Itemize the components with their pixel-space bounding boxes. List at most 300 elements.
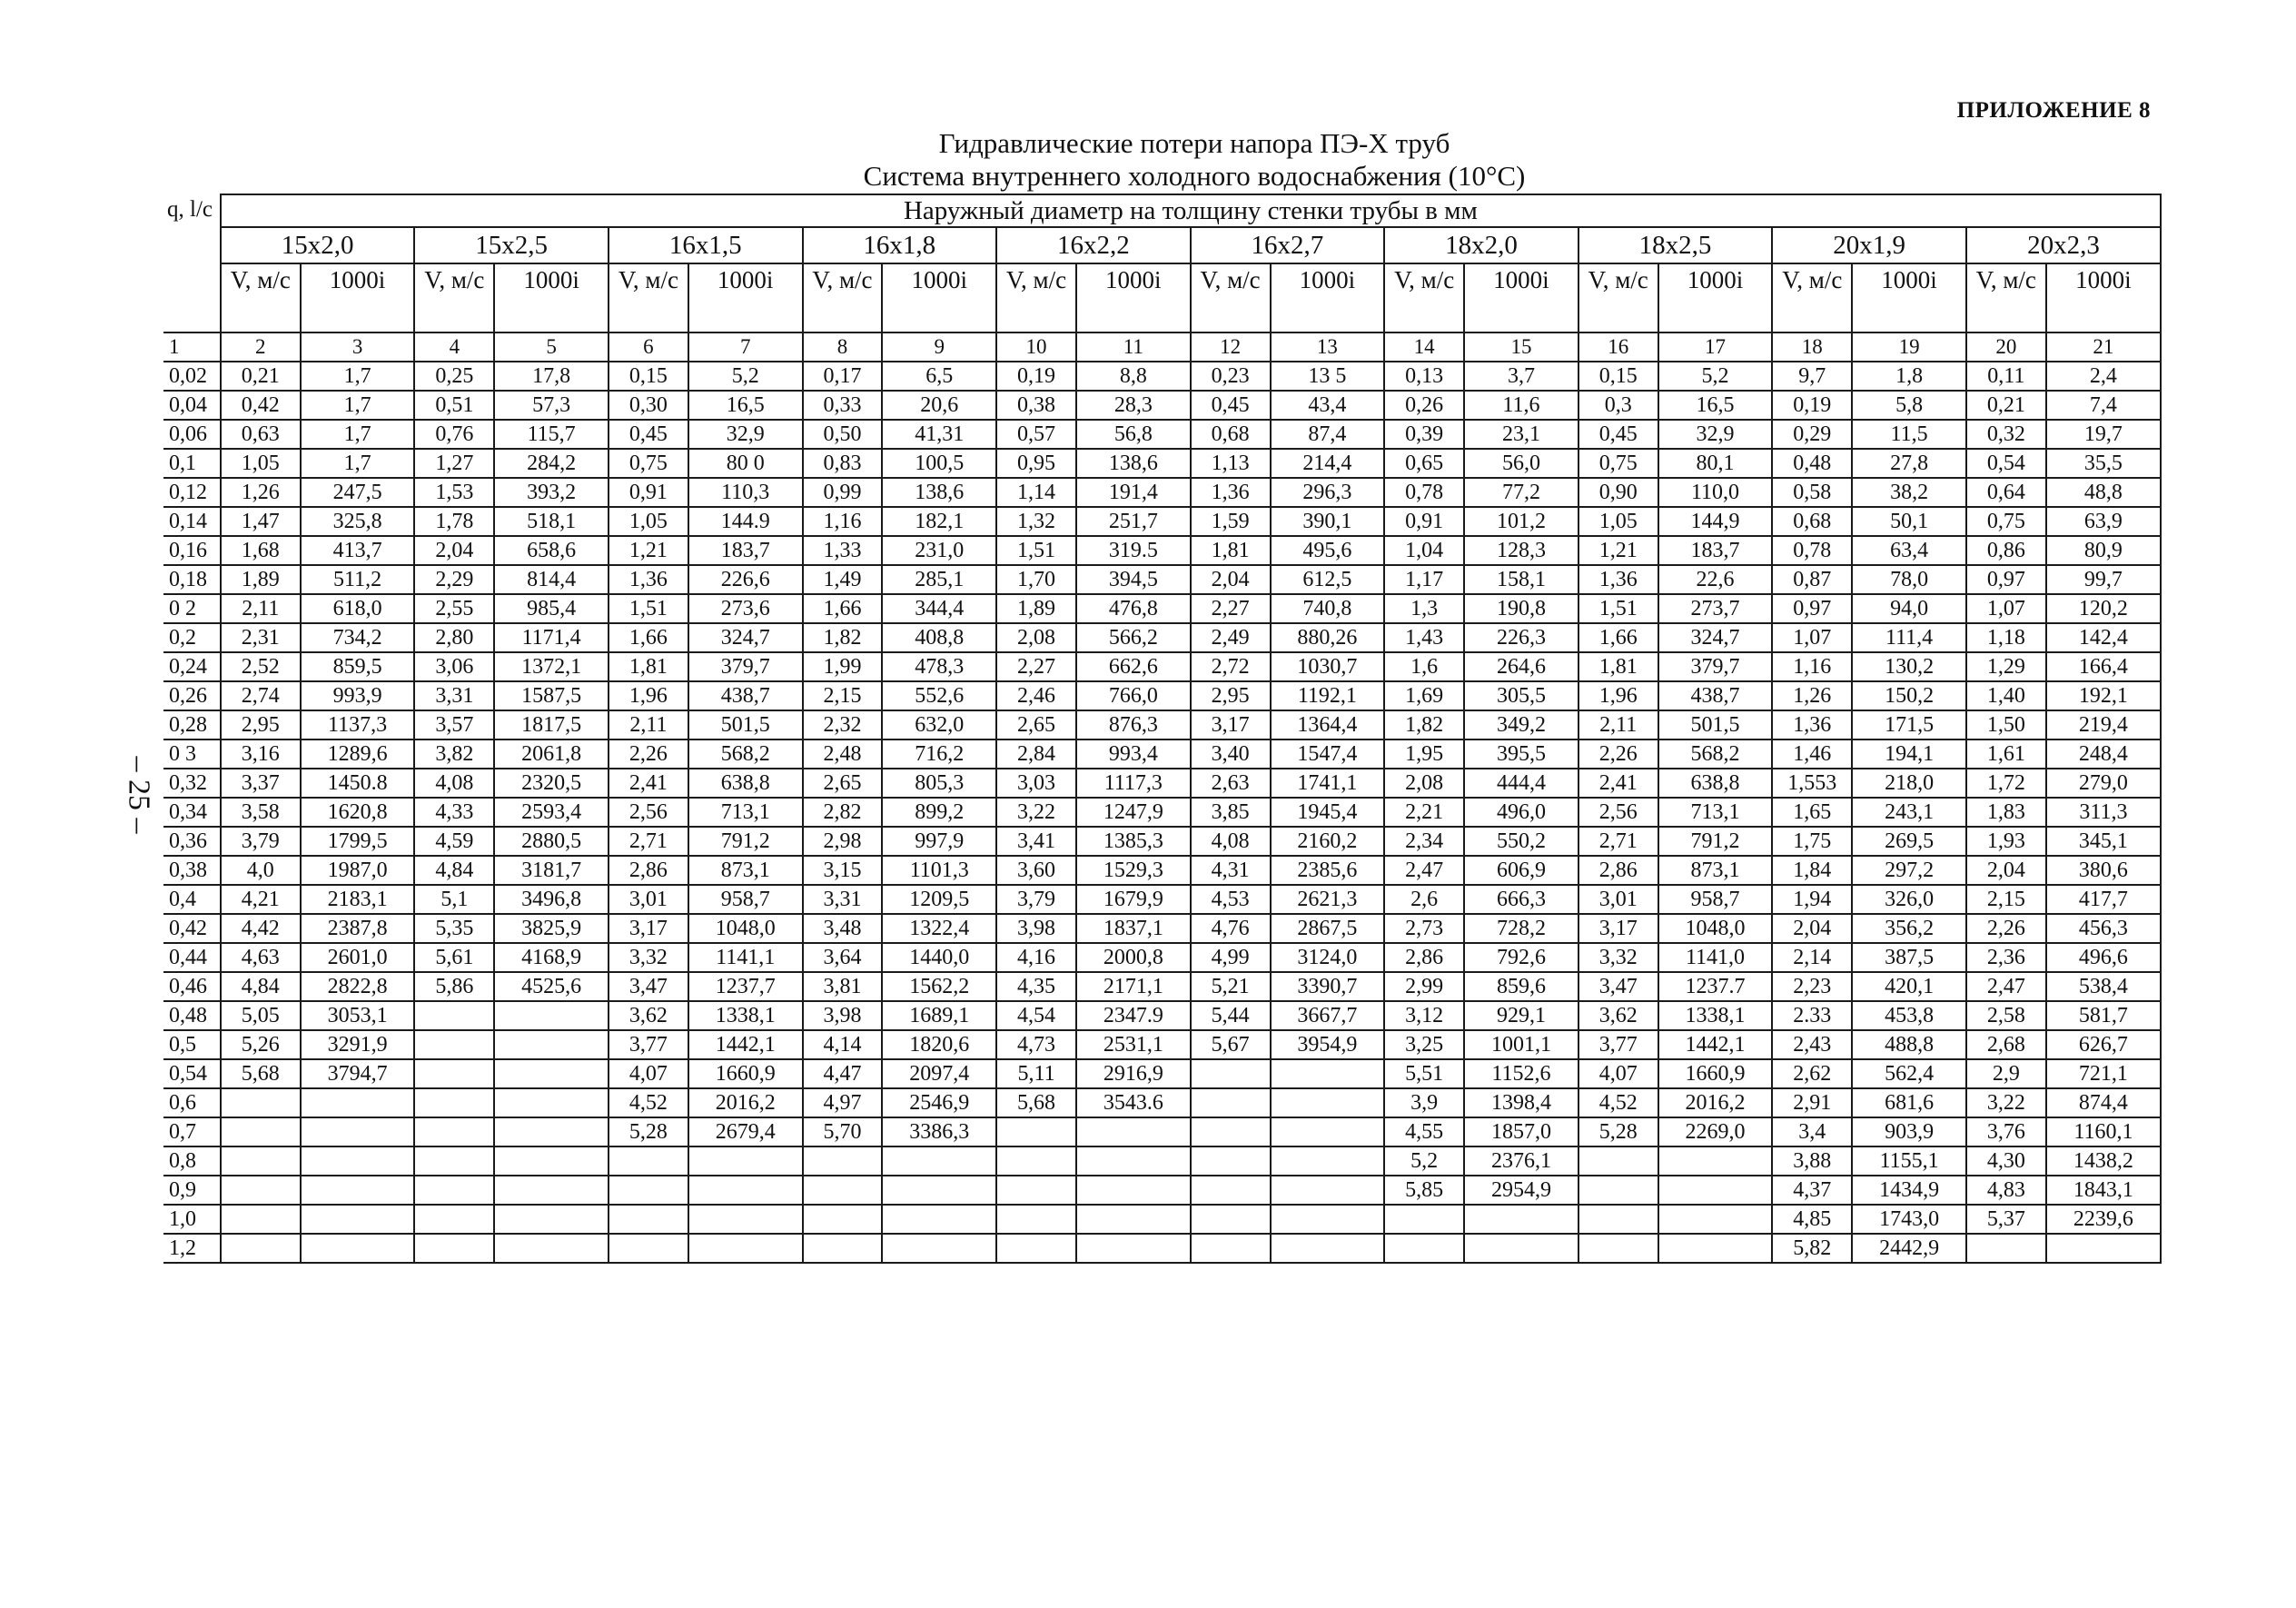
velocity-cell: 3,98	[996, 914, 1076, 943]
velocity-cell: 2,43	[1772, 1030, 1852, 1059]
velocity-cell: 3,9	[1384, 1088, 1464, 1117]
velocity-cell: 2,48	[803, 739, 883, 769]
head-loss-cell: 243,1	[1852, 798, 1966, 827]
velocity-cell	[1578, 1176, 1658, 1205]
head-loss-cell: 740,8	[1271, 594, 1385, 623]
velocity-cell	[996, 1146, 1076, 1176]
velocity-cell	[609, 1176, 688, 1205]
head-loss-cell: 1,7	[301, 449, 415, 478]
velocity-cell	[1578, 1205, 1658, 1234]
velocity-cell: 4,42	[221, 914, 301, 943]
velocity-cell: 0,15	[609, 362, 688, 391]
velocity-cell	[414, 1234, 494, 1263]
head-loss-cell: 128,3	[1464, 536, 1578, 565]
velocity-cell: 2,65	[996, 710, 1076, 739]
velocity-cell: 4,37	[1772, 1176, 1852, 1205]
velocity-cell: 4,14	[803, 1030, 883, 1059]
velocity-cell: 1,51	[609, 594, 688, 623]
velocity-cell: 2,31	[221, 623, 301, 652]
head-loss-cell: 3543.6	[1076, 1088, 1191, 1117]
velocity-cell: 2,6	[1384, 885, 1464, 914]
table-row	[163, 1059, 2161, 1088]
velocity-cell: 1,93	[1966, 827, 2046, 856]
head-loss-cell: 194,1	[1852, 739, 1966, 769]
velocity-cell: 5,86	[414, 972, 494, 1001]
flow-rate-cell: 0,4	[163, 885, 221, 914]
velocity-cell: 1,33	[803, 536, 883, 565]
flow-rate-cell: 0,2	[163, 623, 221, 652]
head-loss-cell: 1843,1	[2046, 1176, 2161, 1205]
velocity-cell: 4,53	[1191, 885, 1271, 914]
head-loss-cell: 231,0	[882, 536, 996, 565]
velocity-cell: 4,21	[221, 885, 301, 914]
velocity-cell: 2,15	[1966, 885, 2046, 914]
column-number: 6	[609, 333, 688, 362]
table-row	[163, 536, 2161, 565]
velocity-cell: 0,58	[1772, 478, 1852, 507]
velocity-cell: 5,51	[1384, 1059, 1464, 1088]
head-loss-cell	[301, 1146, 415, 1176]
head-loss-cell: 859,6	[1464, 972, 1578, 1001]
velocity-cell: 2,99	[1384, 972, 1464, 1001]
velocity-cell: 1,95	[1384, 739, 1464, 769]
table-row	[163, 1001, 2161, 1030]
velocity-cell: 1,96	[1578, 681, 1658, 710]
head-loss-cell: 296,3	[1271, 478, 1385, 507]
head-loss-cell: 41,31	[882, 420, 996, 449]
head-loss-cell: 130,2	[1852, 652, 1966, 681]
head-loss-cell: 101,2	[1464, 507, 1578, 536]
velocity-cell: 1,50	[1966, 710, 2046, 739]
head-loss-cell: 166,4	[2046, 652, 2161, 681]
velocity-cell: 1,32	[996, 507, 1076, 536]
velocity-cell: 1,66	[1578, 623, 1658, 652]
diameter-header: 16x2,7	[1191, 227, 1385, 263]
velocity-cell	[803, 1146, 883, 1176]
head-loss-cell: 110,3	[688, 478, 803, 507]
velocity-cell: 0,76	[414, 420, 494, 449]
head-loss-cell: 226,6	[688, 565, 803, 594]
velocity-cell	[1191, 1059, 1271, 1088]
velocity-cell: 0,91	[1384, 507, 1464, 536]
velocity-cell: 1,89	[221, 565, 301, 594]
velocity-cell	[414, 1176, 494, 1205]
velocity-cell: 0,39	[1384, 420, 1464, 449]
head-loss-cell: 279,0	[2046, 769, 2161, 798]
head-loss-cell: 2546,9	[882, 1088, 996, 1117]
head-loss-cell: 2954,9	[1464, 1176, 1578, 1205]
head-loss-cell: 1160,1	[2046, 1117, 2161, 1146]
velocity-cell: 5,28	[609, 1117, 688, 1146]
head-loss-cell: 453,8	[1852, 1001, 1966, 1030]
head-loss-cell: 395,5	[1464, 739, 1578, 769]
head-loss-cell: 413,7	[301, 536, 415, 565]
velocity-cell: 1,81	[1191, 536, 1271, 565]
head-loss-cell	[1076, 1117, 1191, 1146]
head-loss-cell: 1442,1	[688, 1030, 803, 1059]
velocity-cell: 1,47	[221, 507, 301, 536]
velocity-cell: 1,36	[609, 565, 688, 594]
velocity-cell: 5,2	[1384, 1146, 1464, 1176]
velocity-cell: 2,04	[1191, 565, 1271, 594]
velocity-cell: 1,3	[1384, 594, 1464, 623]
table-row	[163, 565, 2161, 594]
velocity-cell: 3,32	[1578, 943, 1658, 972]
head-loss-cell: 1820,6	[882, 1030, 996, 1059]
head-loss-cell: 873,1	[688, 856, 803, 885]
head-loss-cell: 438,7	[1658, 681, 1773, 710]
head-loss-cell: 32,9	[1658, 420, 1773, 449]
head-loss-cell: 115,7	[494, 420, 609, 449]
head-loss-cell: 3386,3	[882, 1117, 996, 1146]
velocity-cell: 1,26	[221, 478, 301, 507]
velocity-cell	[996, 1117, 1076, 1146]
velocity-cell: 1,53	[414, 478, 494, 507]
velocity-cell: 1,70	[996, 565, 1076, 594]
head-loss-cell: 993,9	[301, 681, 415, 710]
head-loss-cell	[1076, 1176, 1191, 1205]
flow-rate-cell: 0,02	[163, 362, 221, 391]
velocity-cell: 5,37	[1966, 1205, 2046, 1234]
column-number: 15	[1464, 333, 1578, 362]
velocity-cell: 0,30	[609, 391, 688, 420]
table-title: Гидравлические потери напора ПЭ-Х труб	[938, 127, 1450, 159]
head-loss-cell: 568,2	[688, 739, 803, 769]
head-loss-cell	[1076, 1234, 1191, 1263]
head-loss-cell: 16,5	[1658, 391, 1773, 420]
velocity-cell: 1,65	[1772, 798, 1852, 827]
head-loss-cell: 501,5	[688, 710, 803, 739]
head-loss-cell: 681,6	[1852, 1088, 1966, 1117]
table-row	[163, 1146, 2161, 1176]
velocity-cell: 0,33	[803, 391, 883, 420]
table-row	[163, 1117, 2161, 1146]
velocity-cell: 4,54	[996, 1001, 1076, 1030]
head-loss-cell: 1137,3	[301, 710, 415, 739]
velocity-cell: 2,86	[1384, 943, 1464, 972]
velocity-cell: 3,60	[996, 856, 1076, 885]
velocity-cell: 4,52	[609, 1088, 688, 1117]
velocity-cell: 3,41	[996, 827, 1076, 856]
velocity-cell: 0,42	[221, 391, 301, 420]
flow-rate-cell: 0,18	[163, 565, 221, 594]
head-loss-cell: 1117,3	[1076, 769, 1191, 798]
table-row	[163, 710, 2161, 739]
velocity-cell: 5,35	[414, 914, 494, 943]
velocity-cell: 0,11	[1966, 362, 2046, 391]
velocity-cell: 2,84	[996, 739, 1076, 769]
flow-rate-cell: 0,32	[163, 769, 221, 798]
velocity-cell: 0,15	[1578, 362, 1658, 391]
velocity-cell: 2,72	[1191, 652, 1271, 681]
velocity-cell: 5,44	[1191, 1001, 1271, 1030]
head-loss-cell: 35,5	[2046, 449, 2161, 478]
head-loss-cell: 394,5	[1076, 565, 1191, 594]
velocity-cell: 3,88	[1772, 1146, 1852, 1176]
head-loss-cell: 612,5	[1271, 565, 1385, 594]
column-number: 10	[996, 333, 1076, 362]
head-loss-cell: 997,9	[882, 827, 996, 856]
velocity-cell: 1,13	[1191, 449, 1271, 478]
head-loss-cell	[1658, 1146, 1773, 1176]
velocity-cell: 2.33	[1772, 1001, 1852, 1030]
head-loss-cell: 814,4	[494, 565, 609, 594]
velocity-cell: 0,19	[996, 362, 1076, 391]
head-loss-cell: 1001,1	[1464, 1030, 1578, 1059]
velocity-cell: 3,62	[1578, 1001, 1658, 1030]
velocity-cell: 0,45	[1578, 420, 1658, 449]
head-loss-cell: 5,2	[1658, 362, 1773, 391]
table-row	[163, 478, 2161, 507]
head-loss-cell: 99,7	[2046, 565, 2161, 594]
head-loss-cell	[688, 1234, 803, 1263]
velocity-cell: 1,61	[1966, 739, 2046, 769]
velocity-cell: 2,11	[1578, 710, 1658, 739]
head-loss-cell	[1271, 1176, 1385, 1205]
head-loss-cell: 2000,8	[1076, 943, 1191, 972]
head-loss-cell	[882, 1176, 996, 1205]
head-loss-cell: 1030,7	[1271, 652, 1385, 681]
velocity-cell	[414, 1088, 494, 1117]
velocity-cell	[609, 1234, 688, 1263]
velocity-cell	[996, 1176, 1076, 1205]
table-row	[163, 798, 2161, 827]
head-loss-cell	[494, 1030, 609, 1059]
velocity-cell	[414, 1001, 494, 1030]
head-loss-cell: 792,6	[1464, 943, 1578, 972]
head-loss-cell: 1562,2	[882, 972, 996, 1001]
head-loss-cell: 1048,0	[688, 914, 803, 943]
velocity-cell: 2,34	[1384, 827, 1464, 856]
velocity-cell: 0,21	[1966, 391, 2046, 420]
velocity-cell	[996, 1205, 1076, 1234]
head-loss-cell: 3,7	[1464, 362, 1578, 391]
head-loss-cell: 1,8	[1852, 362, 1966, 391]
head-loss-cell: 859,5	[301, 652, 415, 681]
column-number: 2	[221, 333, 301, 362]
head-loss-cell: 43,4	[1271, 391, 1385, 420]
velocity-cell: 1,16	[803, 507, 883, 536]
head-loss-cell: 311,3	[2046, 798, 2161, 827]
q-header: q, l/с	[163, 194, 221, 333]
velocity-cell: 2,04	[1772, 914, 1852, 943]
flow-rate-cell: 0,26	[163, 681, 221, 710]
velocity-cell: 3,01	[1578, 885, 1658, 914]
flow-rate-cell: 0,5	[163, 1030, 221, 1059]
velocity-cell: 0,87	[1772, 565, 1852, 594]
head-loss-cell	[301, 1117, 415, 1146]
velocity-cell: 5,1	[414, 885, 494, 914]
head-loss-cell	[301, 1205, 415, 1234]
head-loss-cell: 581,7	[2046, 1001, 2161, 1030]
head-loss-cell: 606,9	[1464, 856, 1578, 885]
head-loss-cell: 1857,0	[1464, 1117, 1578, 1146]
head-loss-cell	[882, 1234, 996, 1263]
velocity-cell: 4,07	[1578, 1059, 1658, 1088]
table-row	[163, 623, 2161, 652]
table-row	[163, 914, 2161, 943]
velocity-cell: 0,63	[221, 420, 301, 449]
head-loss-cell: 183,7	[688, 536, 803, 565]
head-loss-cell: 1438,2	[2046, 1146, 2161, 1176]
table-row	[163, 856, 2161, 885]
head-loss-cell: 1799,5	[301, 827, 415, 856]
velocity-cell: 4,33	[414, 798, 494, 827]
velocity-cell: 5,61	[414, 943, 494, 972]
column-number: 12	[1191, 333, 1271, 362]
velocity-cell: 1,18	[1966, 623, 2046, 652]
head-loss-cell: 111,4	[1852, 623, 1966, 652]
column-number: 4	[414, 333, 494, 362]
velocity-cell: 0,91	[609, 478, 688, 507]
velocity-cell: 1,51	[996, 536, 1076, 565]
velocity-cell: 4,35	[996, 972, 1076, 1001]
velocity-cell: 1,16	[1772, 652, 1852, 681]
velocity-cell: 3,77	[1578, 1030, 1658, 1059]
head-loss-cell	[1271, 1088, 1385, 1117]
velocity-cell: 1,27	[414, 449, 494, 478]
velocity-cell: 2,56	[1578, 798, 1658, 827]
head-loss-cell	[882, 1205, 996, 1234]
head-loss-cell: 2016,2	[1658, 1088, 1773, 1117]
velocity-cell: 1,94	[1772, 885, 1852, 914]
head-loss-cell: 1192,1	[1271, 681, 1385, 710]
velocity-cell: 5,82	[1772, 1234, 1852, 1263]
velocity-cell	[1966, 1234, 2046, 1263]
head-loss-cell: 20,6	[882, 391, 996, 420]
head-loss-cell: 2531,1	[1076, 1030, 1191, 1059]
velocity-cell: 0,75	[1578, 449, 1658, 478]
velocity-cell: 1,75	[1772, 827, 1852, 856]
head-loss-cell: 144,9	[1658, 507, 1773, 536]
head-loss-header: 1000i	[1271, 263, 1385, 333]
velocity-cell: 2,41	[609, 769, 688, 798]
head-loss-cell: 1660,9	[1658, 1059, 1773, 1088]
flow-rate-cell: 0,36	[163, 827, 221, 856]
velocity-cell: 4,59	[414, 827, 494, 856]
head-loss-cell: 1660,9	[688, 1059, 803, 1088]
velocity-cell: 0,19	[1772, 391, 1852, 420]
head-loss-cell: 929,1	[1464, 1001, 1578, 1030]
velocity-cell: 0,32	[1966, 420, 2046, 449]
velocity-cell: 2,08	[1384, 769, 1464, 798]
head-loss-cell: 150,2	[1852, 681, 1966, 710]
head-loss-cell	[1271, 1234, 1385, 1263]
head-loss-cell	[494, 1176, 609, 1205]
head-loss-cell: 63,4	[1852, 536, 1966, 565]
head-loss-cell: 734,2	[301, 623, 415, 652]
flow-rate-cell: 0,48	[163, 1001, 221, 1030]
head-loss-cell	[1464, 1234, 1578, 1263]
velocity-cell: 2,04	[414, 536, 494, 565]
velocity-cell: 2,98	[803, 827, 883, 856]
velocity-cell: 3,22	[996, 798, 1076, 827]
head-loss-cell	[1271, 1146, 1385, 1176]
head-loss-cell: 273,7	[1658, 594, 1773, 623]
velocity-cell: 2,82	[803, 798, 883, 827]
head-loss-cell: 2183,1	[301, 885, 415, 914]
velocity-header: V, м/с	[609, 263, 688, 333]
flow-rate-cell: 0,7	[163, 1117, 221, 1146]
velocity-cell: 3,16	[221, 739, 301, 769]
head-loss-cell: 344,4	[882, 594, 996, 623]
velocity-cell: 1,07	[1966, 594, 2046, 623]
head-loss-cell: 56,8	[1076, 420, 1191, 449]
diameter-header: 15x2,5	[414, 227, 609, 263]
head-loss-cell: 218,0	[1852, 769, 1966, 798]
velocity-cell: 2,27	[996, 652, 1076, 681]
velocity-cell	[414, 1059, 494, 1088]
velocity-cell: 2,04	[1966, 856, 2046, 885]
table-row	[163, 769, 2161, 798]
head-loss-cell: 1440,0	[882, 943, 996, 972]
table-subtitle: Система внутреннего холодного водоснабжения (10°С)	[863, 160, 1526, 192]
velocity-cell: 0,45	[1191, 391, 1271, 420]
velocity-cell	[1191, 1088, 1271, 1117]
head-loss-cell: 16,5	[688, 391, 803, 420]
velocity-cell: 0,54	[1966, 449, 2046, 478]
velocity-cell: 4,52	[1578, 1088, 1658, 1117]
velocity-cell: 2,14	[1772, 943, 1852, 972]
velocity-cell: 2,9	[1966, 1059, 2046, 1088]
column-number: 14	[1384, 333, 1464, 362]
head-loss-cell: 1171,4	[494, 623, 609, 652]
flow-rate-cell: 0,6	[163, 1088, 221, 1117]
flow-rate-cell: 0,1	[163, 449, 221, 478]
table-body	[163, 362, 2161, 1263]
head-loss-cell: 1743,0	[1852, 1205, 1966, 1234]
velocity-cell: 0,68	[1772, 507, 1852, 536]
head-loss-cell: 6,5	[882, 362, 996, 391]
column-number: 9	[882, 333, 996, 362]
head-loss-cell: 3794,7	[301, 1059, 415, 1088]
head-loss-cell: 438,7	[688, 681, 803, 710]
head-loss-cell: 632,0	[882, 710, 996, 739]
head-loss-cell: 713,1	[688, 798, 803, 827]
velocity-cell: 0,68	[1191, 420, 1271, 449]
flow-rate-cell: 0,9	[163, 1176, 221, 1205]
velocity-cell: 0,57	[996, 420, 1076, 449]
velocity-cell: 0,48	[1772, 449, 1852, 478]
head-loss-cell: 1247,9	[1076, 798, 1191, 827]
subheader-row	[163, 263, 2161, 333]
head-loss-cell	[688, 1205, 803, 1234]
head-loss-cell: 1322,4	[882, 914, 996, 943]
head-loss-cell: 5,2	[688, 362, 803, 391]
diameter-header: 15x2,0	[221, 227, 415, 263]
head-loss-cell: 2867,5	[1271, 914, 1385, 943]
head-loss-cell: 183,7	[1658, 536, 1773, 565]
head-loss-cell: 3496,8	[494, 885, 609, 914]
head-loss-cell	[301, 1176, 415, 1205]
table-row	[163, 972, 2161, 1001]
velocity-cell: 2,63	[1191, 769, 1271, 798]
velocity-cell: 3,48	[803, 914, 883, 943]
column-number: 7	[688, 333, 803, 362]
head-loss-cell: 248,4	[2046, 739, 2161, 769]
velocity-cell: 2,36	[1966, 943, 2046, 972]
velocity-cell: 3,17	[1191, 710, 1271, 739]
head-loss-cell	[301, 1088, 415, 1117]
velocity-cell: 3,47	[1578, 972, 1658, 1001]
head-loss-header: 1000i	[882, 263, 996, 333]
column-number: 3	[301, 333, 415, 362]
head-loss-cell: 1,7	[301, 420, 415, 449]
velocity-cell: 3,77	[609, 1030, 688, 1059]
flow-rate-cell: 0,16	[163, 536, 221, 565]
head-loss-cell: 2387,8	[301, 914, 415, 943]
head-loss-cell: 1587,5	[494, 681, 609, 710]
